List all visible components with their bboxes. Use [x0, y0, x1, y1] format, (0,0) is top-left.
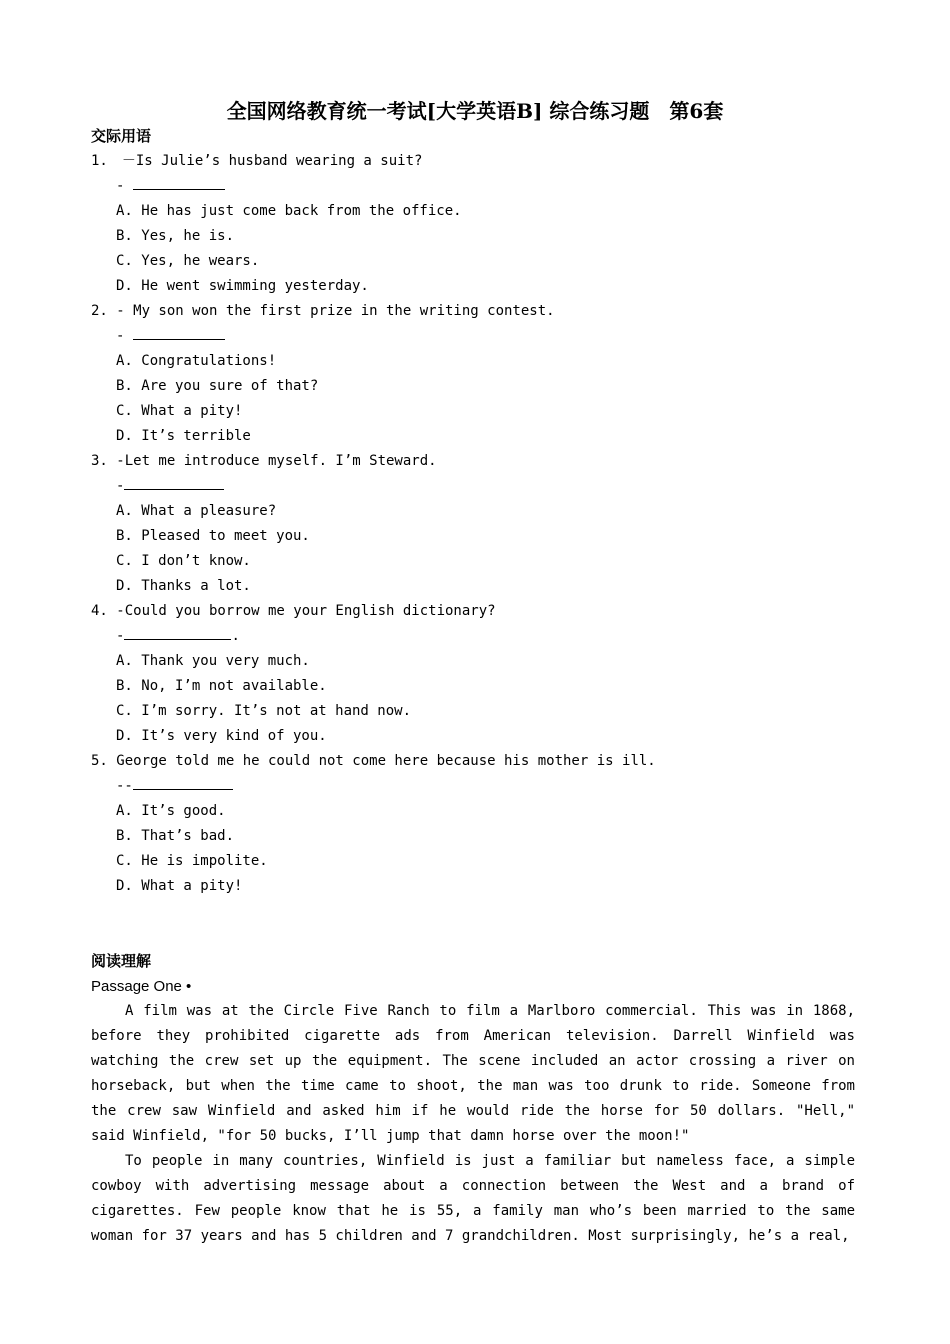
answer-prefix: --	[116, 778, 133, 794]
option-b: B. Yes, he is.	[116, 228, 235, 244]
reading-heading: 阅读理解	[91, 952, 152, 970]
option-c: C. I’m sorry. It’s not at hand now.	[116, 703, 412, 719]
answer-line	[91, 474, 871, 499]
answer-line	[91, 774, 871, 799]
option-b: B. Pleased to meet you.	[116, 528, 310, 544]
answer-blank	[124, 474, 224, 490]
option-b: B. No, I’m not available.	[116, 678, 327, 694]
option-c: C. I don’t know.	[116, 553, 251, 569]
answer-blank	[133, 174, 225, 190]
option-d: D. He went swimming yesterday.	[116, 278, 369, 294]
passage-paragraph-2: To people in many countries, Winfield is just a familiar but nameless face, a simple cowboy with advertising message about a connection between the West and a brand of cigarettes. Few people know that he is 55, a family man who’s been married to the same woman for 37 years and has 5 children and 7 grandchildren. Most surprisingly, he’s a real,	[91, 1153, 855, 1244]
question-prompt: 4. -Could you borrow me your English dictionary?	[91, 603, 496, 619]
question-prompt: 3. -Let me introduce myself. I’m Steward.	[91, 453, 437, 469]
answer-prefix: -	[116, 328, 133, 344]
question-1	[91, 149, 871, 299]
section-gap	[91, 899, 871, 949]
option-b: B. Are you sure of that?	[116, 378, 319, 394]
answer-prefix: -	[116, 628, 125, 644]
option-a: A. Thank you very much.	[116, 653, 310, 669]
answer-line	[91, 324, 871, 349]
question-prompt: 1. －Is Julie’s husband wearing a suit?	[91, 153, 423, 169]
option-c: C. Yes, he wears.	[116, 253, 260, 269]
option-c: C. What a pity!	[116, 403, 243, 419]
communication-heading: 交际用语	[91, 127, 152, 145]
option-d: D. It’s terrible	[116, 428, 251, 444]
option-a: A. Congratulations!	[116, 353, 277, 369]
answer-blank	[133, 774, 233, 790]
option-a: A. What a pleasure?	[116, 503, 277, 519]
answer-prefix: -	[116, 478, 125, 494]
question-prompt: 2. - My son won the first prize in the writing contest.	[91, 303, 555, 319]
question-3	[91, 449, 871, 599]
option-c: C. He is impolite.	[116, 853, 268, 869]
answer-prefix: -	[116, 178, 133, 194]
option-d: D. Thanks a lot.	[116, 578, 251, 594]
question-2	[91, 299, 871, 449]
option-a: A. He has just come back from the office.	[116, 203, 462, 219]
question-4	[91, 599, 871, 749]
document-title: 全国网络教育统一考试[大学英语B] 综合练习题 第6套	[226, 99, 724, 123]
option-d: D. What a pity!	[116, 878, 243, 894]
question-5	[91, 749, 871, 899]
option-b: B. That’s bad.	[116, 828, 235, 844]
question-prompt: 5. George told me he could not come here because his mother is ill.	[91, 753, 656, 769]
answer-suffix: .	[231, 628, 240, 644]
option-d: D. It’s very kind of you.	[116, 728, 327, 744]
passage-title: Passage One •	[91, 978, 192, 995]
answer-line	[91, 624, 871, 649]
answer-blank	[124, 624, 231, 640]
answer-line	[91, 174, 871, 199]
answer-blank	[133, 324, 225, 340]
option-a: A. It’s good.	[116, 803, 226, 819]
document-body	[91, 124, 871, 1249]
passage-paragraph-1: A film was at the Circle Five Ranch to film a Marlboro commercial. This was in 1868, before they prohibited cigarette ads from American television. Darrell Winfield was watching the crew set up the equipment. The scene included an actor crossing a river on horseback, but when the time came to shoot, the man was too drunk to ride. Someone from the crew saw Winfield and asked him if he would ride the horse for 50 dollars. "Hell," said Winfield, "for 50 bucks, I’ll jump that damn horse over the moon!"	[91, 1003, 855, 1144]
